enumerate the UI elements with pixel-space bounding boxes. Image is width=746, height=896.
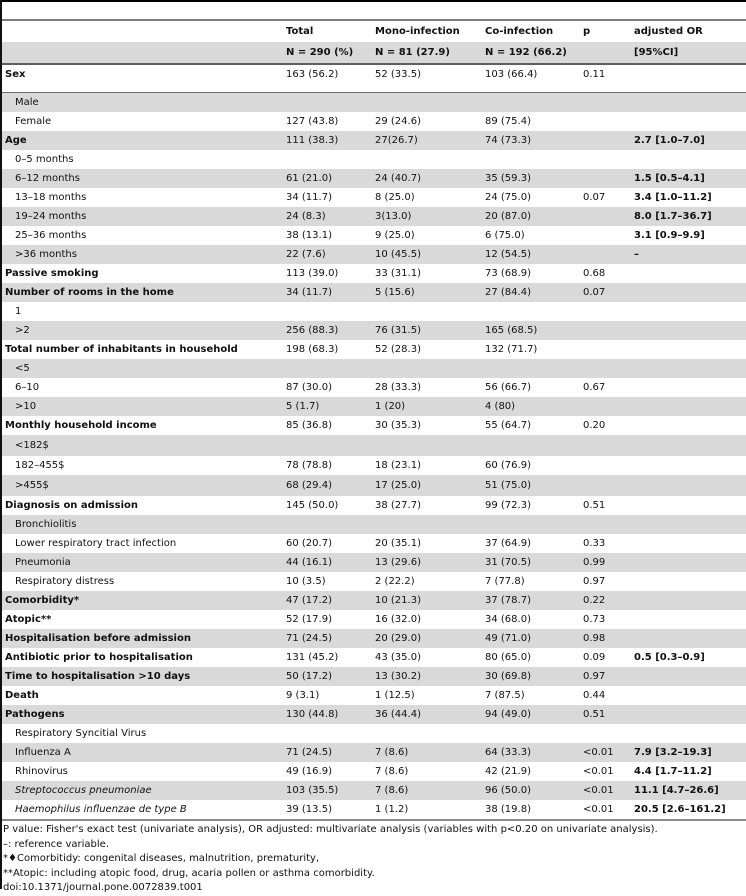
row-sublabel: Lower respiratory tract infection [15,538,177,549]
cell-total: 10 (3.5) [286,576,326,587]
table-row [2,397,746,416]
row-sublabel: Influenza A [15,747,71,758]
cell-co: 60 (76.9) [485,460,531,471]
cell-mono: 9 (25.0) [375,230,415,241]
table-row [2,800,746,819]
cell-co: 4 (80) [485,401,516,412]
cell-total: 130 (44.8) [286,709,339,720]
cell-p: 0.22 [583,595,606,606]
cell-mono: 2 (22.2) [375,576,415,587]
row-label: Sex [5,69,26,80]
row-sublabel: 19–24 months [15,211,87,222]
row-label: Death [5,690,39,701]
cell-co: 165 (68.5) [485,325,538,336]
col-header-total: Total [286,26,314,37]
cell-adjusted-or: 11.1 [4.7–26.6] [634,785,719,796]
cell-total: 52 (17.9) [286,614,332,625]
cell-total: 113 (39.0) [286,268,339,279]
cell-mono: 17 (25.0) [375,480,421,491]
cell-mono: 20 (29.0) [375,633,421,644]
cell-mono: 5 (15.6) [375,287,415,298]
cell-total: 256 (88.3) [286,325,339,336]
cell-co: 73 (68.9) [485,268,531,279]
table-row [2,496,746,515]
cell-adjusted-or: 8.0 [1.7–36.7] [634,211,712,222]
table-row [2,416,746,435]
row-sublabel: Bronchiolitis [15,519,77,530]
cell-total: 111 (38.3) [286,135,339,146]
cell-total: 68 (29.4) [286,480,332,491]
table-row [2,65,746,92]
cell-co: 42 (21.9) [485,766,531,777]
cell-co: 103 (66.4) [485,69,538,80]
cell-mono: 1 (20) [375,401,406,412]
cell-total: 38 (13.1) [286,230,332,241]
cell-co: 37 (78.7) [485,595,531,606]
cell-mono: 16 (32.0) [375,614,421,625]
row-label: Comorbidity* [5,595,80,606]
cell-co: 31 (70.5) [485,557,531,568]
cell-p: 0.98 [583,633,606,644]
table-row [2,534,746,553]
cell-p: 0.44 [583,690,606,701]
cell-p: 0.20 [583,420,606,431]
row-sublabel: <182$ [15,440,49,451]
row-label: Atopic** [5,614,52,625]
table-row [2,456,746,475]
cell-total: 49 (16.9) [286,766,332,777]
cell-mono: 30 (35.3) [375,420,421,431]
cell-total: 78 (78.8) [286,460,332,471]
cell-total: 24 (8.3) [286,211,326,222]
row-sublabel: 182–455$ [15,460,65,471]
cell-co: 6 (75.0) [485,230,525,241]
cell-mono: 13 (29.6) [375,557,421,568]
cell-co: 35 (59.3) [485,173,531,184]
cell-co: 64 (33.3) [485,747,531,758]
table-row [2,226,746,245]
header-row-2 [2,42,746,63]
cell-total: 61 (21.0) [286,173,332,184]
table-row [2,378,746,397]
cell-p: 0.97 [583,576,606,587]
cell-co: 34 (68.0) [485,614,531,625]
row-label: Time to hospitalisation >10 days [5,671,191,682]
table-row [2,321,746,340]
cell-total: 103 (35.5) [286,785,339,796]
cell-adjusted-or: 3.1 [0.9–9.9] [634,230,705,241]
cell-total: 22 (7.6) [286,249,326,260]
row-sublabel: Male [15,97,39,108]
cell-mono: 10 (21.3) [375,595,421,606]
table-row [2,112,746,131]
table-row [2,591,746,610]
cell-co: 27 (84.4) [485,287,531,298]
cell-total: 50 (17.2) [286,671,332,682]
cell-mono: 36 (44.4) [375,709,421,720]
row-label: Total number of inhabitants in household [5,344,238,355]
cell-co: 89 (75.4) [485,116,531,127]
cell-co: 30 (69.8) [485,671,531,682]
cell-mono: 27(26.7) [375,135,418,146]
cell-co: 55 (64.7) [485,420,531,431]
cell-adjusted-or: – [634,249,639,260]
cell-mono: 52 (33.5) [375,69,421,80]
cell-p: 0.09 [583,652,606,663]
table-row [2,475,746,496]
cell-mono: 20 (35.1) [375,538,421,549]
cell-co: 56 (66.7) [485,382,531,393]
table-row [2,743,746,762]
cell-co: 7 (77.8) [485,576,525,587]
cell-p: 0.97 [583,671,606,682]
row-sublabel: Respiratory distress [15,576,115,587]
cell-adjusted-or: 2.7 [1.0–7.0] [634,135,705,146]
cell-total: 5 (1.7) [286,401,320,412]
cell-p: 0.11 [583,69,606,80]
cell-p: 0.51 [583,500,606,511]
footnotes [3,823,658,896]
row-label: Monthly household income [5,420,157,431]
col-subheader-co: N = 192 (66.2) [485,47,567,58]
footnote-atopic: **Atopic: including atopic food, drug, acaria pollen or asthma comorbidity. [3,867,375,879]
cell-co: 20 (87.0) [485,211,531,222]
data-table [2,19,746,821]
cell-p: 0.33 [583,538,606,549]
cell-co: 80 (65.0) [485,652,531,663]
row-sublabel: 0–5 months [15,154,74,165]
row-sublabel: 6–12 months [15,173,80,184]
cell-total: 131 (45.2) [286,652,339,663]
cell-total: 127 (43.8) [286,116,339,127]
table-row [2,648,746,667]
row-label: Passive smoking [5,268,99,279]
table-row [2,610,746,629]
table-row [2,283,746,302]
table-row [2,686,746,705]
row-sublabel: Streptococcus pneumoniae [15,785,152,796]
cell-co: 99 (72.3) [485,500,531,511]
cell-mono: 28 (33.3) [375,382,421,393]
cell-p: 0.73 [583,614,606,625]
row-sublabel: Respiratory Syncitial Virus [15,728,147,739]
row-label: Age [5,135,27,146]
table-row [2,169,746,188]
row-sublabel: >455$ [15,480,49,491]
cell-total: 87 (30.0) [286,382,332,393]
cell-mono: 29 (24.6) [375,116,421,127]
row-sublabel: 6–10 [15,382,40,393]
cell-p: <0.01 [583,747,614,758]
table-row [2,93,746,112]
col-header-or: adjusted OR [634,26,703,37]
cell-co: 7 (87.5) [485,690,525,701]
cell-co: 96 (50.0) [485,785,531,796]
cell-total: 44 (16.1) [286,557,332,568]
table-body [2,65,746,819]
table-row [2,724,746,743]
row-label: Antibiotic prior to hospitalisation [5,652,193,663]
cell-total: 85 (36.8) [286,420,332,431]
cell-mono: 33 (31.1) [375,268,421,279]
table-row [2,572,746,591]
row-sublabel: 13–18 months [15,192,87,203]
cell-mono: 43 (35.0) [375,652,421,663]
row-sublabel: Haemophilus influenzae de type B [15,804,187,815]
cell-adjusted-or: 3.4 [1.0–11.2] [634,192,712,203]
cell-mono: 38 (27.7) [375,500,421,511]
cell-p: 0.67 [583,382,606,393]
col-subheader-or: [95%CI] [634,47,679,58]
cell-mono: 7 (8.6) [375,785,409,796]
row-label: Pathogens [5,709,65,720]
cell-mono: 7 (8.6) [375,747,409,758]
col-header-mono: Mono-infection [375,26,460,37]
cell-mono: 13 (30.2) [375,671,421,682]
cell-mono: 1 (1.2) [375,804,409,815]
cell-adjusted-or: 7.9 [3.2–19.3] [634,747,712,758]
cell-total: 34 (11.7) [286,287,332,298]
col-header-co: Co-infection [485,26,554,37]
row-label: Hospitalisation before admission [5,633,191,644]
cell-p: <0.01 [583,766,614,777]
row-sublabel: <5 [15,363,30,374]
cell-mono: 10 (45.5) [375,249,421,260]
cell-adjusted-or: 0.5 [0.3–0.9] [634,652,705,663]
table-row [2,667,746,686]
table-row [2,131,746,150]
col-header-p: p [583,26,591,37]
footnote-reference: –: reference variable. [3,838,109,850]
cell-total: 34 (11.7) [286,192,332,203]
table-row [2,705,746,724]
cell-p: <0.01 [583,804,614,815]
cell-mono: 3(13.0) [375,211,412,222]
row-sublabel: Pneumonia [15,557,71,568]
cell-adjusted-or: 1.5 [0.5–4.1] [634,173,705,184]
cell-total: 60 (20.7) [286,538,332,549]
header-row-1 [2,21,746,42]
cell-p: 0.99 [583,557,606,568]
footnote-pvalue: P value: Fisher's exact test (univariate analysis), OR adjusted: multivariate analysis (variables with p<0.20 on univariate analysis). [3,824,658,835]
cell-total: 71 (24.5) [286,747,332,758]
cell-total: 39 (13.5) [286,804,332,815]
table-row [2,515,746,534]
cell-co: 74 (73.3) [485,135,531,146]
cell-p: 0.07 [583,287,606,298]
cell-total: 9 (3.1) [286,690,320,701]
row-sublabel: >2 [15,325,30,336]
row-sublabel: Female [15,116,52,127]
table-row [2,207,746,226]
cell-total: 145 (50.0) [286,500,339,511]
cell-mono: 76 (31.5) [375,325,421,336]
row-label: Diagnosis on admission [5,500,138,511]
table-row [2,435,746,456]
cell-co: 12 (54.5) [485,249,531,260]
cell-adjusted-or: 20.5 [2.6–161.2] [634,804,726,815]
top-border [0,0,746,2]
row-sublabel: >36 months [15,249,77,260]
table-row [2,245,746,264]
table-row [2,264,746,283]
cell-total: 71 (24.5) [286,633,332,644]
row-sublabel: 1 [15,306,22,317]
cell-co: 94 (49.0) [485,709,531,720]
row-sublabel: Rhinovirus [15,766,68,777]
cell-mono: 18 (23.1) [375,460,421,471]
table-row [2,629,746,648]
cell-mono: 52 (28.3) [375,344,421,355]
cell-mono: 7 (8.6) [375,766,409,777]
table-row [2,553,746,572]
cell-mono: 24 (40.7) [375,173,421,184]
cell-mono: 1 (12.5) [375,690,415,701]
table-row [2,781,746,800]
table-row [2,340,746,359]
cell-p: 0.07 [583,192,606,203]
cell-co: 49 (71.0) [485,633,531,644]
cell-p: 0.51 [583,709,606,720]
footnote-comorbidity: *♦Comorbitidy: congenital diseases, malnutrition, prematurity, [3,853,320,864]
cell-co: 132 (71.7) [485,344,538,355]
table-row [2,188,746,207]
footnote-doi: doi:10.1371/journal.pone.0072839.t001 [3,882,203,893]
cell-total: 163 (56.2) [286,69,339,80]
cell-co: 38 (19.8) [485,804,531,815]
col-subheader-total: N = 290 (%) [286,47,354,58]
table-bottom-rule [2,819,746,821]
table-row [2,302,746,321]
cell-adjusted-or: 4.4 [1.7–11.2] [634,766,712,777]
cell-p: <0.01 [583,785,614,796]
cell-co: 37 (64.9) [485,538,531,549]
col-subheader-mono: N = 81 (27.9) [375,47,450,58]
cell-co: 51 (75.0) [485,480,531,491]
cell-co: 24 (75.0) [485,192,531,203]
row-sublabel: 25–36 months [15,230,87,241]
row-label: Number of rooms in the home [5,287,174,298]
cell-total: 47 (17.2) [286,595,332,606]
row-sublabel: >10 [15,401,37,412]
cell-mono: 8 (25.0) [375,192,415,203]
table-row [2,150,746,169]
cell-p: 0.68 [583,268,606,279]
cell-total: 198 (68.3) [286,344,339,355]
table-row [2,359,746,378]
table-row [2,762,746,781]
